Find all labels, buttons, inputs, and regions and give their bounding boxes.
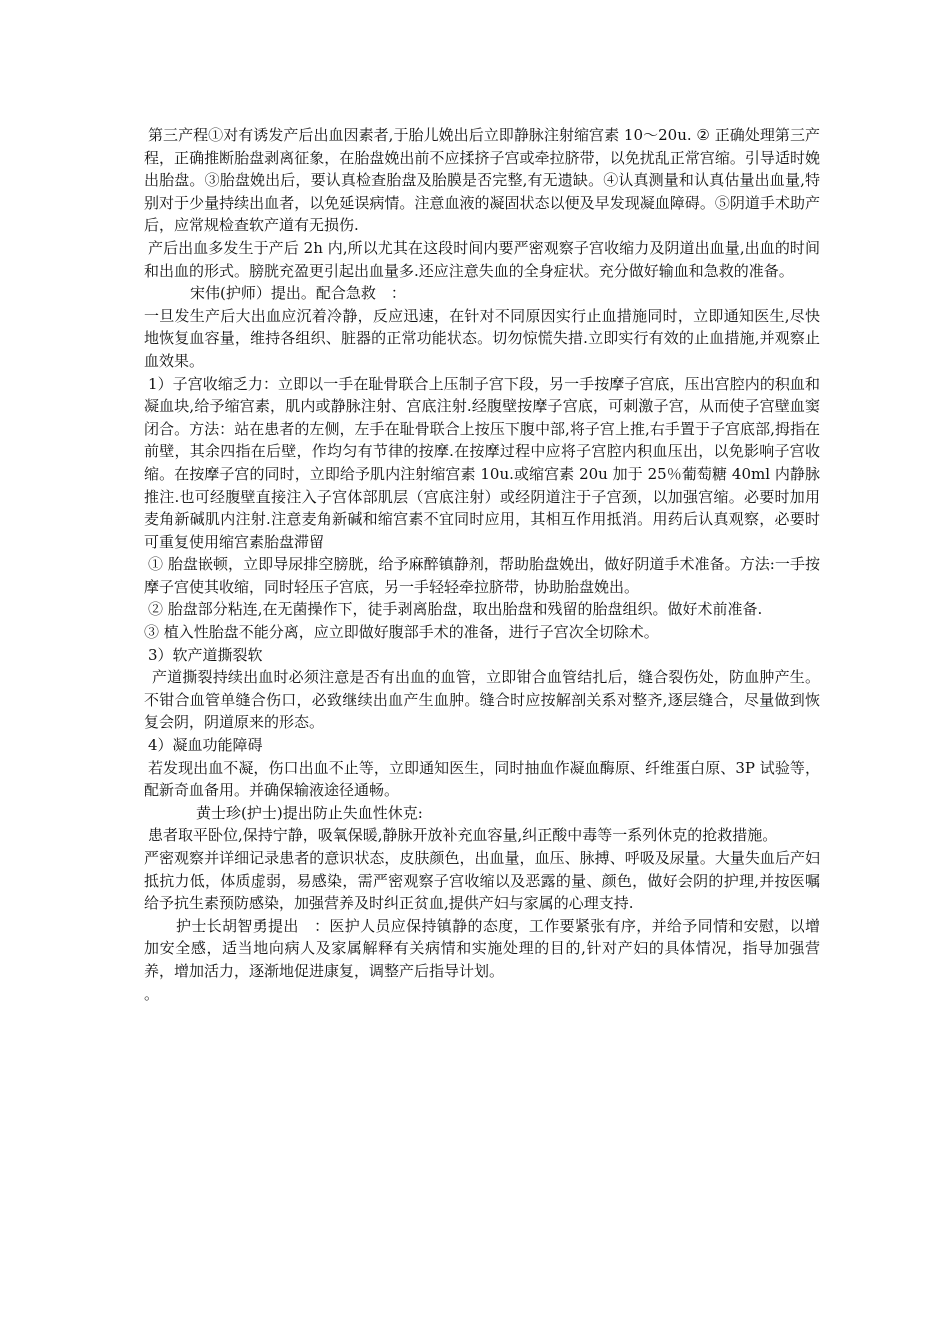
heading-huang-shizhen: 黄士珍(护士)提出防止失血性休克: bbox=[196, 803, 423, 822]
heading-song-wei: 宋伟(护师）提出。配合急救 ： bbox=[190, 284, 406, 303]
paragraph-emergency-response: 一旦发生产后大出血应沉着冷静，反应迅速，在针对不同原因实行止血措施同时，立即通知医生,尽快地恢复血容量，维持各组织、脏器的正常功能状态。切勿惊慌失措.立即实行有效的止血措施,并观察止血效果。 bbox=[144, 306, 820, 370]
heading-coagulation: 4）凝血功能障碍 bbox=[148, 736, 263, 755]
paragraph-placenta-incarcerated: ① 胎盘嵌顿，立即导尿排空膀胱，给予麻醉镇静剂，帮助胎盘娩出，做好阴道手术准备。方法:一手按摩子宫使其收缩，同时轻压子宫底，另一手轻轻牵拉脐带，协助胎盘娩出。 bbox=[144, 555, 820, 596]
paragraph-placenta-accreta: ③ 植入性胎盘不能分离，应立即做好腹部手术的准备，进行子宫次全切除术。 bbox=[144, 623, 659, 642]
paragraph-coagulation-disorder: 若发现出血不凝，伤口出血不止等，立即通知医生，同时抽血作凝血酶原、纤维蛋白原、3P 试验等，配新奇血备用。并确保输液途径通畅。 bbox=[144, 758, 820, 800]
paragraph-postpartum-hemorrhage: 产后出血多发生于产后 2h 内,所以尤其在这段时间内要严密观察子宫收缩力及阴道出血量,出血的时间和出血的形式。膀胱充盈更引起出血量多.还应注意失血的全身症状。充分做好输血和急救的准备。 bbox=[144, 238, 820, 280]
paragraph-head-nurse: 护士长胡智勇提出 ：医护人员应保持镇静的态度，工作要紧张有序，并给予同情和安慰，以增加安全感，适当地向病人及家属解释有关病情和实施处理的目的,针对产妇的具体情况，指导加强营养，增加活力，逐渐地促进康复，调整产后指导计划。 bbox=[144, 916, 820, 980]
paragraph-placenta-adhesion: ② 胎盘部分粘连,在无菌操作下，徒手剥离胎盘，取出胎盘和残留的胎盘组织。做好术前准备. bbox=[148, 600, 763, 619]
paragraph-observation: 严密观察并详细记录患者的意识状态，皮肤颜色，出血量，血压、脉搏、呼吸及尿量。大量失血后产妇抵抗力低，体质虚弱，易感染，需严密观察子宫收缩以及恶露的量、颜色，做好会阴的护理,并按医嘱给予抗生素预防感染，加强营养及时纠正贫血,提供产妇与家属的心理支持. bbox=[144, 849, 820, 913]
paragraph-end-mark: 。 bbox=[144, 984, 160, 1003]
paragraph-birth-canal-laceration: 产道撕裂持续出血时必须注意是否有出血的血管，立即钳合血管结扎后，缝合裂伤处，防血肿产生。不钳合血管单缝合伤口，必致继续出血产生血肿。缝合时应按解剖关系对整齐,逐层缝合，尽量做到恢复会阴，阴道原来的形态。 bbox=[144, 668, 820, 732]
heading-soft-birth-canal: 3）软产道撕裂软 bbox=[148, 645, 263, 664]
paragraph-uterine-atony: 1）子宫收缩乏力：立即以一手在耻骨联合上压制子宫下段，另一手按摩子宫底，压出宫腔内的积血和凝血块,给予缩宫素，肌内或静脉注射、宫底注射.经腹壁按摩子宫底，可刺激子宫，从而使子宫壁血窦闭合。方法：站在患者的左侧，左手在耻骨联合上按压下腹中部,将子宫上推,右手置于子宫底部,拇指在前壁，其余四指在后壁，作均匀有节律的按摩.在按摩过程中应将子宫腔内积血压出，以免影响子宫收缩。在按摩子宫的同时，立即给予肌内注射缩宫素 10u.或缩宫素 20u 加于 25％葡萄糖 40ml 内静脉推注.也可经腹壁直接注入子宫体部肌层（宫底注射）或经阴道注于子宫颈，以加强宫缩。必要时加用麦角新碱肌内注射.注意麦角新碱和缩宫素不宜同时应用，其相互作用抵消。用药后认真观察，必要时可重复使用缩宫素胎盘滞留 bbox=[144, 374, 820, 551]
paragraph-third-stage: 第三产程①对有诱发产后出血因素者,于胎儿娩出后立即静脉注射缩宫素 10～20u. ② 正确处理第三产程，正确推断胎盘剥离征象，在胎盘娩出前不应揉挤子宫或牵拉脐带，以免扰乱正常宫缩。引导适时娩出胎盘。③胎盘娩出后，要认真检查胎盘及胎膜是否完整,有无遗缺。④认真测量和认真估量出血量,特别对于少量持续出血者，以免延误病情。注意血液的凝固状态以便及早发现凝血障碍。⑤阴道手术助产后，应常规检查软产道有无损伤. bbox=[144, 126, 820, 235]
paragraph-shock-measures: 患者取平卧位,保持宁静，吸氧保暖,静脉开放补充血容量,纠正酸中毒等一系列休克的抢救措施。 bbox=[148, 826, 778, 845]
document-body bbox=[144, 124, 820, 1005]
